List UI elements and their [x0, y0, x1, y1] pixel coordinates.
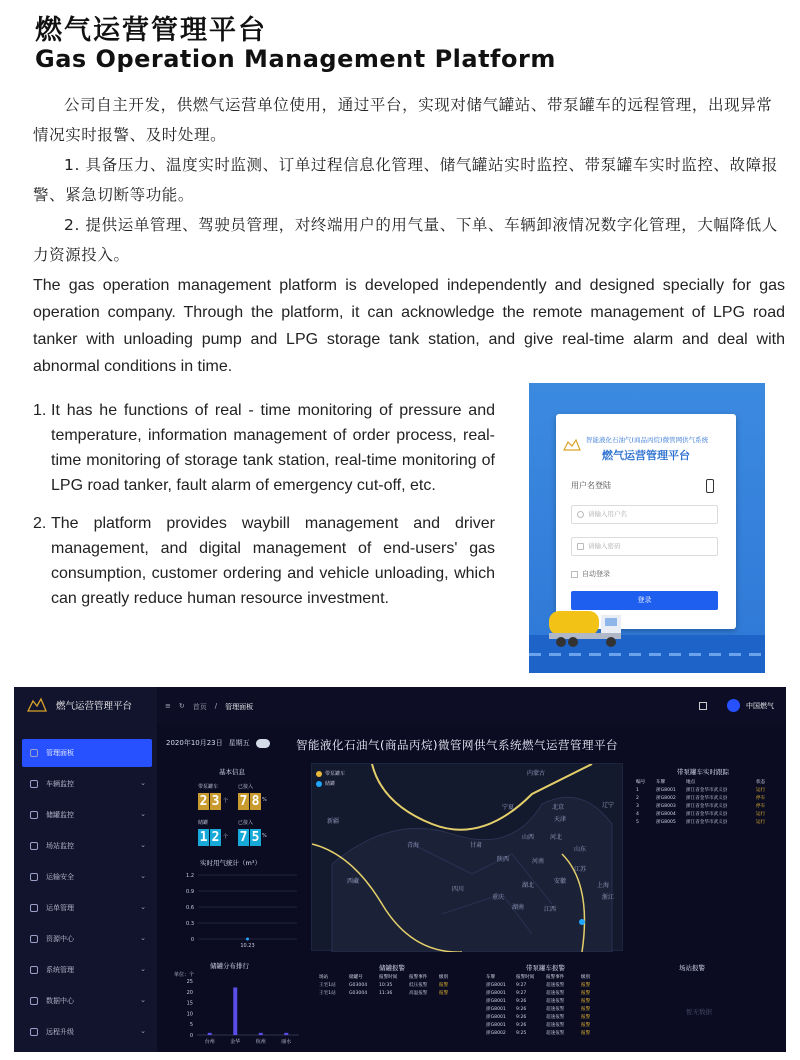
- login-subtitle: 智能液化石油气(商品丙烷)微管网供气系统: [586, 436, 709, 444]
- map-province-label: 浙江: [602, 894, 615, 901]
- logo-icon: [26, 697, 48, 713]
- table-cell: 超速报警: [546, 1023, 565, 1028]
- location-icon: [30, 780, 38, 788]
- weekday-text: 星期五: [228, 739, 250, 747]
- user-icon: [577, 511, 584, 518]
- table-cell: 报警: [581, 991, 591, 996]
- table-cell: 超速报警: [546, 1031, 565, 1036]
- map-province-label: 江苏: [574, 866, 587, 873]
- title-chinese: 燃气运营管理平台: [35, 15, 267, 46]
- table-row[interactable]: [636, 787, 786, 795]
- table-cell: 浙G8001: [486, 999, 506, 1004]
- resource-icon: [30, 935, 38, 943]
- sidebar-item-remote-upgrade[interactable]: [22, 1018, 152, 1046]
- y-tick-label: 10: [186, 1011, 193, 1018]
- stat-digit: 1: [199, 830, 208, 845]
- chinese-description: [33, 90, 778, 270]
- tanker-alarm-title: 带泵罐车报警: [526, 964, 565, 972]
- legend-label: 储罐: [325, 781, 336, 787]
- chevron-down-icon: ⌄: [140, 872, 146, 880]
- password-placeholder: 请输入密码: [588, 542, 621, 550]
- table-row[interactable]: [319, 990, 469, 998]
- table-cell: 报警: [581, 1015, 591, 1020]
- y-tick-label: 1.2: [186, 873, 194, 879]
- table-cell: 报警事件: [546, 975, 565, 980]
- sidebar-item-station-monitor[interactable]: [22, 832, 152, 860]
- table-cell: 报警: [581, 1007, 591, 1012]
- tank-alarm-title: 储罐报警: [379, 964, 405, 972]
- map-province-label: 山东: [574, 846, 587, 853]
- map-province-label: 新疆: [327, 818, 340, 825]
- breadcrumb-current: 管理面板: [225, 703, 254, 711]
- stat-unit: %: [262, 797, 267, 803]
- dashboard-screenshot: [14, 687, 786, 1052]
- english-feature-list: [33, 398, 495, 624]
- table-cell: 王宅1站: [319, 991, 336, 996]
- table-row[interactable]: [636, 803, 786, 811]
- table-row[interactable]: [486, 1030, 616, 1038]
- x-tick-label: 10.23: [240, 943, 255, 949]
- table-cell: 浙G8001: [486, 1007, 506, 1012]
- database-icon: [30, 997, 38, 1005]
- table-cell: 浙G8002: [486, 1031, 506, 1036]
- y-tick-label: 25: [186, 979, 193, 985]
- brand-name: 燃气运营管理平台: [56, 701, 133, 712]
- table-row[interactable]: [636, 795, 786, 803]
- chevron-down-icon: ⌄: [140, 965, 146, 973]
- gear-icon: [30, 966, 38, 974]
- chevron-down-icon: ⌄: [140, 810, 146, 818]
- bar[interactable]: [259, 1033, 263, 1035]
- table-cell: 浙江省金华市武义县: [686, 796, 728, 801]
- stat-digit: 2: [199, 794, 208, 809]
- breadcrumb: [165, 702, 253, 712]
- list-text: It has he functions of real - time monitoring of pressure and temperature, information management of order process, real-time monitoring of storage tank station, real-time monitoring of LPG road tanker, fault alarm of emergency cut-off, etc.: [51, 402, 495, 494]
- sidebar-item-label: 储罐监控: [46, 811, 74, 819]
- list-item: [33, 511, 495, 611]
- x-tick-label: 丽水: [281, 1039, 292, 1045]
- table-cell: 浙G8003: [656, 804, 676, 809]
- table-cell: 运行: [756, 812, 766, 817]
- stat-label: 已接入: [238, 784, 254, 790]
- map-province-label: 安徽: [554, 878, 567, 885]
- table-cell: 场站: [319, 975, 329, 980]
- sidebar-item-resources[interactable]: [22, 925, 152, 953]
- table-cell: 浙G8001: [486, 1015, 506, 1020]
- table-row[interactable]: [319, 982, 469, 990]
- list-number: 2.: [33, 515, 47, 532]
- tanker-track-table: [636, 779, 786, 827]
- table-cell: 报警: [439, 983, 449, 988]
- table-cell: 车牌: [656, 780, 666, 785]
- table-cell: 停车: [756, 796, 766, 801]
- china-map: [312, 764, 624, 952]
- map-province-label: 河北: [550, 834, 563, 841]
- map-province-label: 宁夏: [502, 804, 515, 811]
- stat-unit: 个: [223, 834, 229, 840]
- title-english: Gas Operation Management Platform: [35, 45, 556, 73]
- sidebar-item-dashboard[interactable]: [22, 739, 152, 767]
- chevron-down-icon: ⌄: [140, 996, 146, 1004]
- table-row[interactable]: [486, 1014, 616, 1022]
- cn-paragraph: 2. 提供运单管理、驾驶员管理，对终端用户的用气量、下单、车辆卸液情况数字化管理，大幅降低人力资源投入。: [33, 216, 778, 264]
- truck-icon: [30, 873, 38, 881]
- chevron-down-icon: ⌄: [140, 841, 146, 849]
- login-button[interactable]: 登录: [571, 591, 718, 610]
- y-tick-label: 0.6: [186, 905, 194, 911]
- map-province-label: 甘肃: [470, 842, 483, 849]
- stat-digit: 2: [211, 830, 220, 845]
- map-legend: [316, 770, 345, 787]
- table-cell: 9:26: [516, 1007, 527, 1012]
- y-tick-label: 0: [190, 937, 194, 943]
- bar[interactable]: [284, 1033, 288, 1035]
- cn-paragraph: 公司自主开发，供燃气运营单位使用，通过平台，实现对储气罐站、带泵罐车的远程管理，出现异常情况实时报警、及时处理。: [33, 96, 773, 144]
- cloud-icon: [256, 739, 270, 748]
- breadcrumb-home[interactable]: 首页: [192, 703, 207, 711]
- table-cell: 浙江省金华市武义县: [686, 788, 728, 793]
- refresh-icon[interactable]: ↻: [178, 702, 185, 710]
- table-cell: 超速报警: [546, 1015, 565, 1020]
- stat-unit: 个: [223, 798, 229, 804]
- basic-info-title: 基本信息: [219, 768, 245, 776]
- tank-chart-unit: 单位：个: [174, 972, 195, 978]
- tanker-truck-icon: [547, 605, 625, 655]
- sidebar-item-label: 场站监控: [46, 842, 74, 850]
- table-cell: 报警: [439, 991, 449, 996]
- tanker-track-title: 带泵罐车实时跟踪: [677, 768, 729, 776]
- table-cell: 报警: [581, 1031, 591, 1036]
- legend-dot-tank: [316, 781, 322, 787]
- sidebar-item-tank-monitor[interactable]: [22, 801, 152, 829]
- bar[interactable]: [233, 987, 237, 1035]
- login-card: [556, 414, 736, 629]
- auto-login-checkbox[interactable]: [571, 569, 610, 579]
- sidebar-item-label: 资源中心: [46, 935, 74, 943]
- table-cell: 高温报警: [409, 991, 428, 996]
- table-cell: 运行: [756, 788, 766, 793]
- breadcrumb-separator: /: [214, 702, 218, 710]
- map-province-label: 天津: [554, 816, 567, 823]
- menu-toggle-icon[interactable]: ≡: [165, 702, 171, 710]
- table-cell: 11:36: [379, 991, 393, 996]
- table-cell: 报警: [581, 999, 591, 1004]
- map-province-label: 江西: [544, 906, 557, 913]
- tank-icon: [30, 811, 38, 819]
- phone-icon[interactable]: [706, 479, 714, 493]
- station-alarm-title: 场站报警: [679, 964, 705, 972]
- x-tick-label: 杭州: [255, 1039, 266, 1045]
- english-description: The gas operation management platform is developed independently and designed specially for gas operation company. Through the platform, it can acknowledge the remote management of LPG road tanker with unloading pump and LPG storage tank station, and give real-time alarm and deal with abnormal conditions in time.: [33, 277, 785, 375]
- upgrade-icon: [30, 1028, 38, 1036]
- map-province-label: 河南: [532, 858, 545, 865]
- table-cell: 浙江省金华市武义县: [686, 820, 728, 825]
- bar[interactable]: [208, 1033, 212, 1035]
- table-cell: 编号: [636, 780, 646, 785]
- list-text: The platform provides waybill management and driver management, and digital management of end-users' gas consumption, customer ordering and vehicle unloading, which can greatly reduce human resource investment.: [51, 515, 495, 607]
- list-number: 1.: [33, 402, 47, 419]
- table-cell: G03004: [349, 991, 368, 996]
- map-province-label: 四川: [452, 886, 465, 893]
- y-tick-label: 5: [189, 1022, 193, 1029]
- table-cell: 1: [636, 788, 639, 793]
- table-cell: 低压报警: [409, 983, 428, 988]
- username-input[interactable]: [571, 505, 718, 524]
- stat-digit: 7: [239, 794, 248, 809]
- table-header-row: [319, 974, 469, 982]
- sidebar-item-label: 系统管理: [46, 966, 74, 974]
- tanker-alarm-table: [486, 974, 616, 1038]
- table-cell: 车牌: [486, 975, 496, 980]
- table-cell: 地点: [686, 780, 696, 785]
- x-tick-label: 台州: [204, 1039, 215, 1045]
- table-cell: 9:27: [516, 983, 527, 988]
- top-bar: [157, 687, 786, 725]
- table-cell: 2: [636, 796, 639, 801]
- sidebar-item-transport-safety[interactable]: [22, 863, 152, 891]
- map-province-label: 青海: [407, 842, 420, 849]
- sidebar-item-data-center[interactable]: [22, 987, 152, 1015]
- table-cell: 浙G8001: [656, 788, 676, 793]
- lock-icon: [577, 543, 584, 550]
- legend-dot-tanker: [316, 771, 322, 777]
- table-row[interactable]: [486, 990, 616, 998]
- table-cell: 10:35: [379, 983, 393, 988]
- map-province-label: 上海: [597, 882, 610, 889]
- table-row[interactable]: [486, 998, 616, 1006]
- sidebar-item-label: 远程升级: [46, 1028, 74, 1036]
- user-name[interactable]: 中国燃气: [746, 701, 774, 710]
- y-tick-label: 0.9: [186, 889, 194, 895]
- map-province-label: 北京: [552, 804, 565, 811]
- map-province-label: 辽宁: [602, 802, 615, 809]
- stat-digit: 7: [239, 830, 248, 845]
- login-screenshot: [529, 383, 765, 673]
- table-cell: 9:26: [516, 999, 527, 1004]
- y-tick-label: 20: [186, 989, 193, 996]
- table-cell: 3: [636, 804, 639, 809]
- station-alarm-empty: 暂无数据: [686, 1008, 712, 1016]
- table-cell: 超速报警: [546, 999, 565, 1004]
- table-cell: 浙江省金华市武义县: [686, 804, 728, 809]
- table-cell: 报警时间: [516, 975, 535, 980]
- table-cell: 报警事件: [409, 975, 428, 980]
- date-text: 2020年10月23日: [166, 739, 223, 747]
- table-cell: 报警: [581, 1023, 591, 1028]
- password-input[interactable]: [571, 537, 718, 556]
- gas-usage-chart: [172, 869, 302, 949]
- stat-digit: 3: [211, 794, 220, 809]
- username-placeholder: 请输入用户名: [588, 510, 627, 518]
- map-province-label: 重庆: [492, 894, 505, 901]
- map-province-label: 山西: [522, 834, 535, 841]
- tank-chart-title: 储罐分布排行: [210, 962, 249, 970]
- table-cell: 超速报警: [546, 1007, 565, 1012]
- table-cell: 状态: [756, 780, 766, 785]
- gas-chart-title: 实时用气统计（m³）: [200, 859, 261, 867]
- table-row[interactable]: [636, 819, 786, 827]
- y-tick-label: 15: [186, 1000, 193, 1007]
- sidebar-item-system[interactable]: [22, 956, 152, 984]
- table-cell: 超速报警: [546, 983, 565, 988]
- y-tick-label: 0.3: [186, 921, 194, 927]
- table-row[interactable]: [486, 1006, 616, 1014]
- chevron-down-icon: ⌄: [140, 1027, 146, 1035]
- stat-digit: 5: [251, 830, 260, 845]
- user-menu[interactable]: [699, 699, 774, 712]
- table-cell: 储罐号: [349, 975, 363, 980]
- cn-paragraph: 1. 具备压力、温度实时监测、订单过程信息化管理、储气罐站实时监控、带泵罐车实时监控、故障报警、紧急切断等功能。: [33, 156, 778, 204]
- fullscreen-icon[interactable]: [699, 702, 707, 710]
- table-cell: 报警: [581, 983, 591, 988]
- x-tick-label: 金华: [230, 1039, 241, 1045]
- auto-login-label: 自动登录: [582, 570, 610, 578]
- table-cell: 超速报警: [546, 991, 565, 996]
- table-cell: 9:25: [516, 1031, 527, 1036]
- login-method-label: 用户名登陆: [571, 481, 611, 490]
- list-item: [33, 398, 495, 498]
- table-cell: 9:26: [516, 1015, 527, 1020]
- tank-distribution-chart: [169, 977, 304, 1049]
- legend-label: 带泵罐车: [325, 771, 346, 777]
- table-row[interactable]: [486, 1022, 616, 1030]
- table-header-row: [636, 779, 786, 787]
- table-cell: 运行: [756, 820, 766, 825]
- table-cell: 停车: [756, 804, 766, 809]
- map-province-label: 内蒙古: [527, 770, 546, 777]
- map-panel[interactable]: [311, 763, 623, 951]
- map-province-label: 陕西: [497, 856, 510, 863]
- sidebar-item-vehicle-monitor[interactable]: [22, 770, 152, 798]
- stat-label: 储罐: [198, 820, 209, 826]
- sidebar-menu: [22, 739, 152, 1049]
- table-cell: 王宅1站: [319, 983, 336, 988]
- table-cell: 5: [636, 820, 639, 825]
- sidebar: [14, 687, 157, 1052]
- table-cell: 浙G8004: [656, 812, 676, 817]
- checkbox-icon[interactable]: [571, 571, 578, 578]
- y-tick-label: 0: [189, 1033, 193, 1039]
- table-cell: 9:27: [516, 991, 527, 996]
- map-province-label: 西藏: [347, 878, 360, 885]
- map-province-label: 湖北: [522, 882, 535, 889]
- login-title: 燃气运营管理平台: [602, 449, 690, 462]
- dashboard-title: 智能液化石油气(商品丙烷)微管网供气系统燃气运营管理平台: [296, 738, 618, 752]
- dashboard-brand: [26, 697, 132, 713]
- table-cell: G03004: [349, 983, 368, 988]
- table-cell: 级别: [581, 975, 591, 980]
- data-point: [246, 938, 249, 941]
- table-row[interactable]: [486, 982, 616, 990]
- sidebar-item-label: 运输安全: [46, 873, 74, 881]
- table-cell: 9:26: [516, 1023, 527, 1028]
- table-header-row: [486, 974, 616, 982]
- stat-digit: 8: [251, 794, 260, 809]
- chevron-down-icon: ⌄: [140, 779, 146, 787]
- sidebar-item-label: 运单管理: [46, 904, 74, 912]
- table-cell: 浙G8002: [656, 796, 676, 801]
- chevron-down-icon: ⌄: [140, 903, 146, 911]
- table-cell: 浙G8005: [656, 820, 676, 825]
- sidebar-item-label: 车辆监控: [46, 780, 74, 788]
- chevron-down-icon: ⌄: [140, 934, 146, 942]
- home-icon: [30, 749, 38, 757]
- sidebar-item-label: 管理面板: [46, 749, 74, 757]
- table-cell: 报警时间: [379, 975, 398, 980]
- table-cell: 浙G8001: [486, 983, 506, 988]
- sidebar-item-label: 数据中心: [46, 997, 74, 1005]
- table-row[interactable]: [636, 811, 786, 819]
- stat-label: 已接入: [238, 820, 254, 826]
- stat-label: 带泵罐车: [198, 784, 219, 790]
- tank-alarm-table: [319, 974, 469, 998]
- user-icon: [30, 904, 38, 912]
- table-cell: 浙江省金华市武义县: [686, 812, 728, 817]
- table-cell: 级别: [439, 975, 449, 980]
- stat-unit: %: [262, 833, 267, 839]
- map-province-label: 湖南: [512, 904, 525, 911]
- avatar[interactable]: [727, 699, 740, 712]
- sidebar-item-waybill[interactable]: [22, 894, 152, 922]
- date-display: [166, 738, 270, 748]
- table-cell: 浙G8001: [486, 1023, 506, 1028]
- station-icon: [30, 842, 38, 850]
- table-cell: 浙G8001: [486, 991, 506, 996]
- table-cell: 4: [636, 812, 639, 817]
